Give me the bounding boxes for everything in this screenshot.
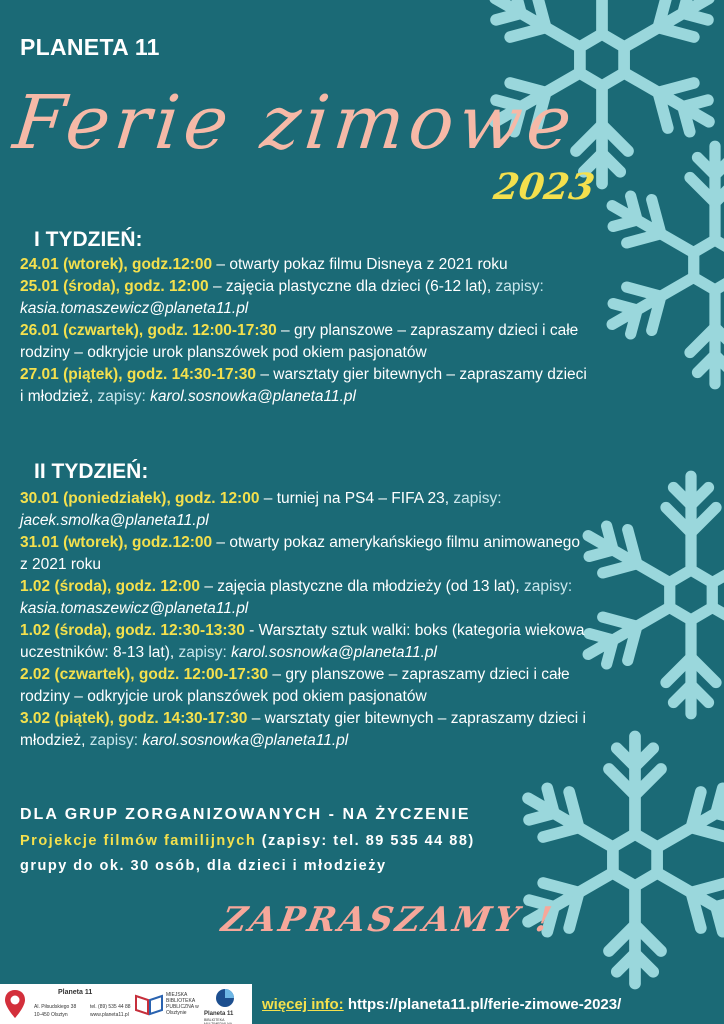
- list-item: 24.01 (wtorek), godz.12:00 – otwarty pokaz filmu Disneya z 2021 roku: [20, 256, 508, 273]
- email-link[interactable]: kasia.tomaszewicz@planeta11.pl: [20, 300, 249, 317]
- groups-size: grupy do ok. 30 osób, dla dzieci i młodzieży: [20, 858, 387, 874]
- logo3-sub: BIBLIOTEKA MULTIMEDIALNA: [204, 1018, 233, 1024]
- list-item: 1.02 (środa), godz. 12:30-13:30 - Warsztaty sztuk walki: boks (kategoria wiekowa uczestników: 8-13 lat), zapisy: karol.sosnowka@planeta11.pl: [20, 622, 585, 661]
- planet-icon: [214, 987, 236, 1009]
- logo1-address2: 10-450 Olsztyn: [34, 1012, 68, 1018]
- list-item: 1.02 (środa), godz. 12:00 – zajęcia plastyczne dla młodzieży (od 13 lat), zapisy: kasia.tomaszewicz@planeta11.pl: [20, 578, 573, 617]
- week2-heading: II TYDZIEŃ:: [34, 460, 149, 483]
- more-info-label: więcej info:: [262, 996, 344, 1013]
- list-item: 31.01 (wtorek), godz.12:00 – otwarty pokaz amerykańskiego filmu animowanego z 2021 roku: [20, 534, 580, 573]
- year-label: 2023: [491, 166, 598, 208]
- logo3-text: Planeta 11: [204, 1011, 234, 1017]
- book-icon: [134, 992, 164, 1016]
- logo1-web: www.planeta11.pl: [90, 1012, 129, 1018]
- logo-strip: [0, 984, 252, 1024]
- list-item: 2.02 (czwartek), godz. 12:00-17:30 – gry planszowe – zapraszamy dzieci i całe rodziny – odkryjcie urok planszówek pod okiem pasjonatów: [20, 666, 570, 705]
- groups-heading: DLA GRUP ZORGANIZOWANYCH - NA ŻYCZENIE: [20, 806, 471, 823]
- footer: [0, 984, 724, 1024]
- list-item: 3.02 (piątek), godz. 14:30-17:30 – warsztaty gier bitewnych – zapraszamy dzieci i młodzież, zapisy: karol.sosnowka@planeta11.pl: [20, 710, 586, 749]
- more-info: [262, 996, 621, 1013]
- logo1-phone: tel. (89) 535 44 88: [90, 1004, 131, 1010]
- email-link[interactable]: karol.sosnowka@planeta11.pl: [150, 388, 356, 405]
- invite-text: ZAPRASZAMY !: [218, 900, 558, 940]
- email-link[interactable]: kasia.tomaszewicz@planeta11.pl: [20, 600, 249, 617]
- page-title: Ferie zimowe: [9, 80, 581, 166]
- logo1-name: Planeta 11: [58, 989, 93, 996]
- email-link[interactable]: karol.sosnowka@planeta11.pl: [231, 644, 437, 661]
- snowflake-icon: [590, 140, 724, 390]
- email-link[interactable]: jacek.smolka@planeta11.pl: [20, 512, 209, 529]
- email-link[interactable]: karol.sosnowka@planeta11.pl: [142, 732, 349, 749]
- list-item: 26.01 (czwartek), godz. 12:00-17:30 – gry planszowe – zapraszamy dzieci i całe rodziny – odkryjcie urok planszówek pod okiem pasjonatów: [20, 322, 579, 361]
- list-item: 27.01 (piątek), godz. 14:30-17:30 – warsztaty gier bitewnych – zapraszamy dzieci i młodzież, zapisy: karol.sosnowka@planeta11.pl: [20, 366, 587, 405]
- groups-section: [20, 806, 620, 883]
- logo1-address1: Al. Piłsudskiego 38: [34, 1004, 77, 1010]
- week1-list: [20, 254, 590, 408]
- more-info-link[interactable]: https://planeta11.pl/ferie-zimowe-2023/: [343, 996, 622, 1013]
- week2-list: [20, 488, 590, 752]
- map-pin-icon: [4, 989, 26, 1019]
- logo2-text: MIEJSKA BIBLIOTEKA PUBLICZNA w Olsztynie: [166, 992, 199, 1016]
- list-item: 30.01 (poniedziałek), godz. 12:00 – turniej na PS4 – FIFA 23, zapisy: jacek.smolka@planeta11.pl: [20, 490, 502, 529]
- list-item: 25.01 (środa), godz. 12:00 – zajęcia plastyczne dla dzieci (6-12 lat), zapisy: kasia.tomaszewicz@planeta11.pl: [20, 278, 544, 317]
- groups-projections: Projekcje filmów familijnych (zapisy: tel. 89 535 44 88): [20, 833, 475, 849]
- brand-name: PLANETA 11: [20, 34, 160, 60]
- week1-heading: I TYDZIEŃ:: [34, 228, 143, 251]
